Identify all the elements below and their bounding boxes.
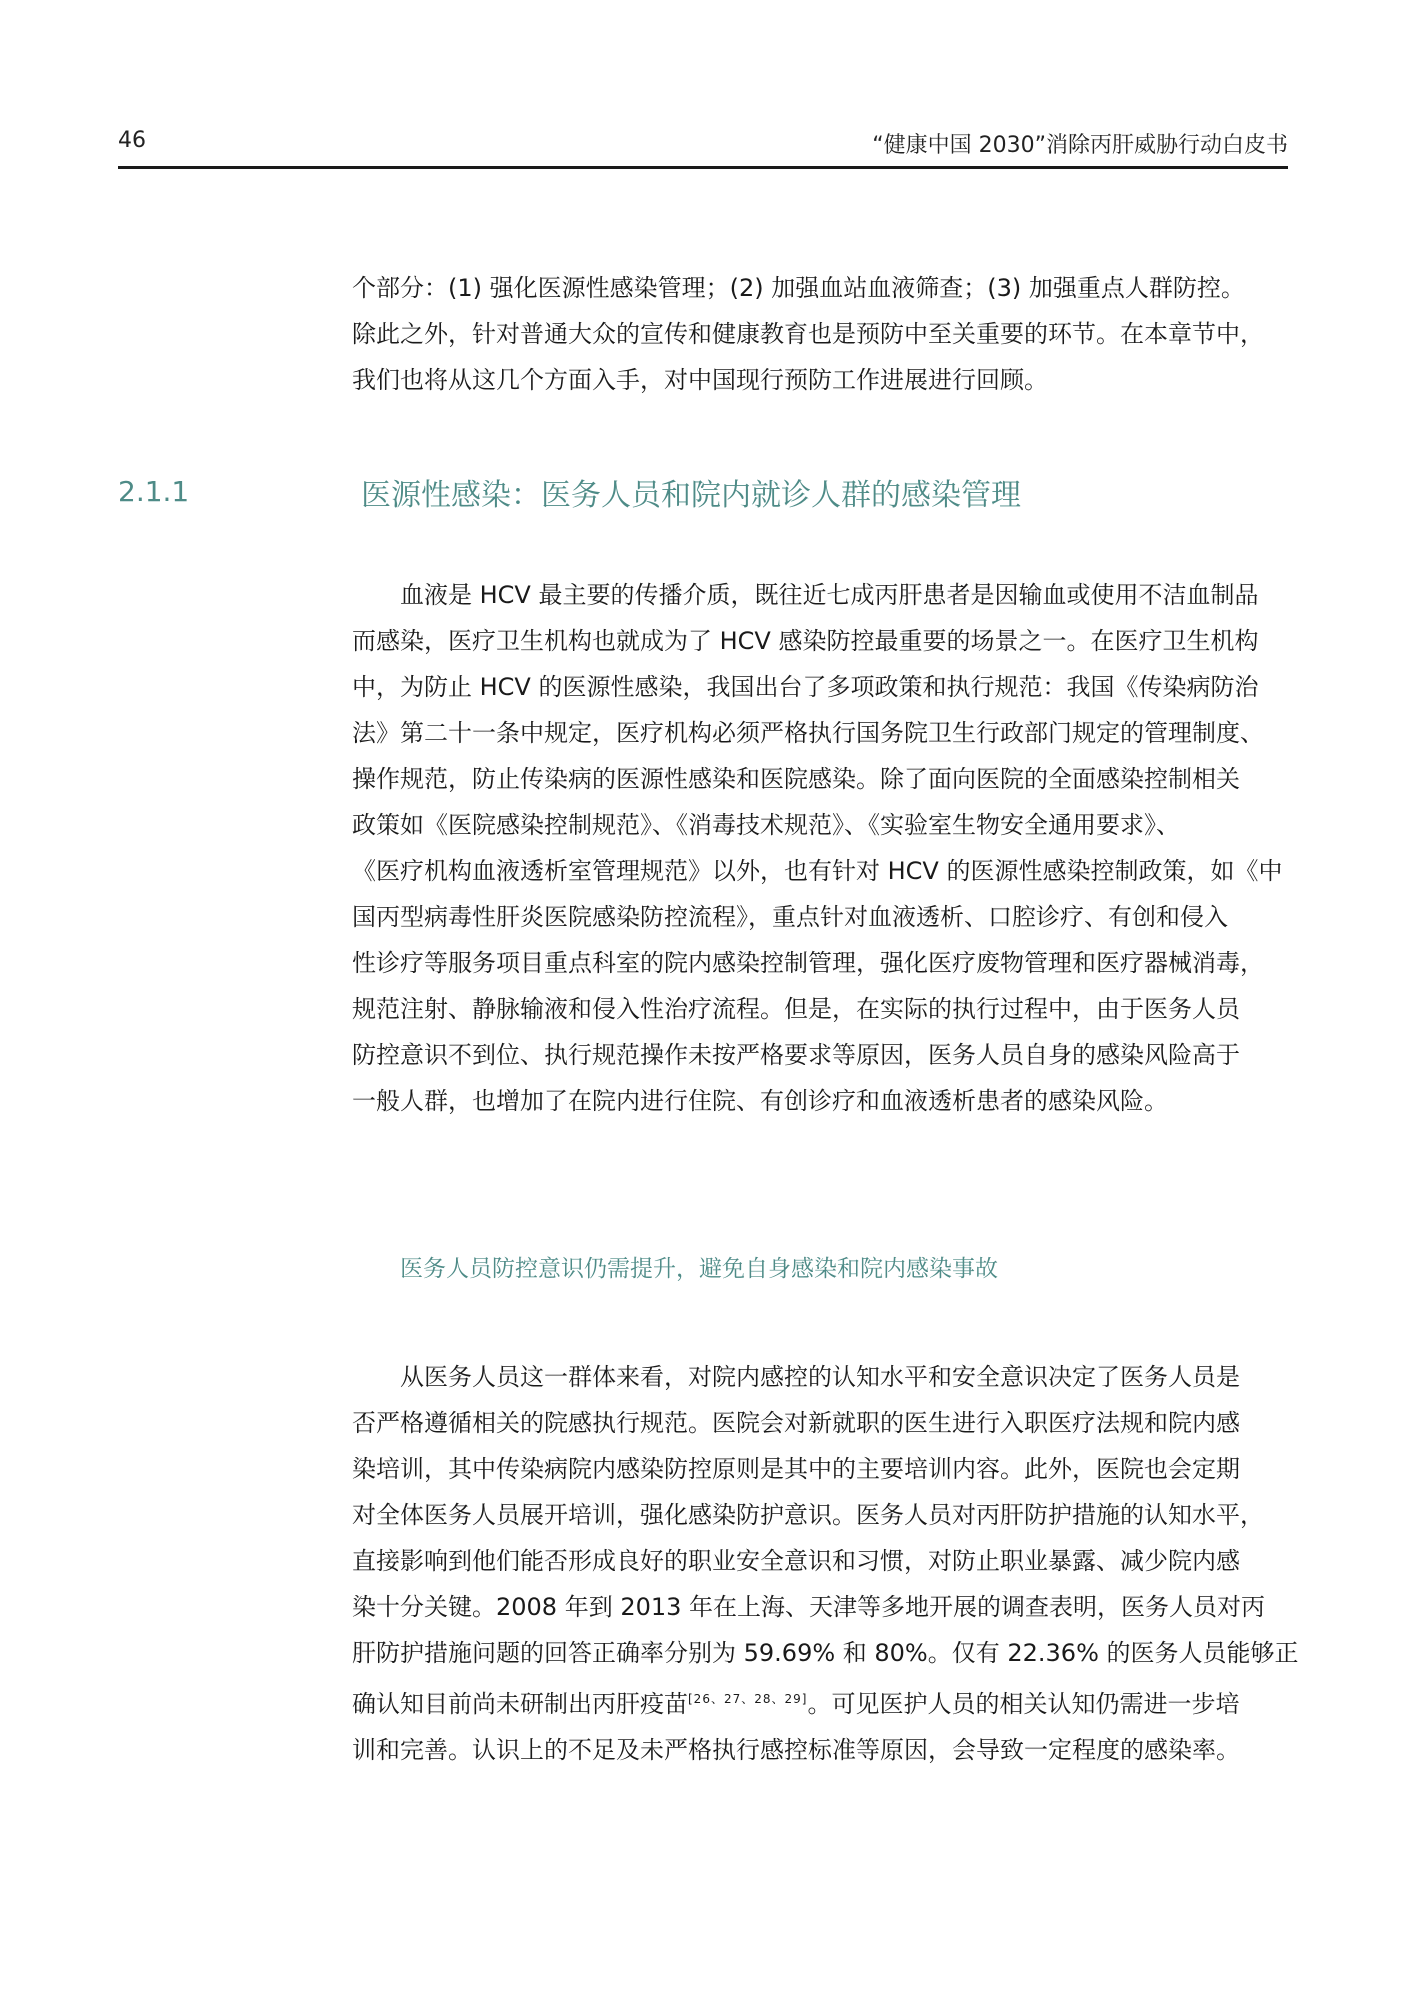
text-line: 染培训，其中传染病院内感染防控原则是其中的主要培训内容。此外，医院也会定期 bbox=[352, 1455, 1240, 1483]
body-paragraph-2 bbox=[352, 1354, 1299, 1773]
text-line: 肝防护措施问题的回答正确率分别为 59.69% 和 80%。仅有 22.36% 的医务人员能够正 bbox=[352, 1639, 1299, 1667]
citation-reference: [26、27、28、29] bbox=[688, 1692, 808, 1706]
text-line: 中，为防止 HCV 的医源性感染，我国出台了多项政策和执行规范：我国《传染病防治 bbox=[352, 673, 1259, 701]
text-line: 《医疗机构血液透析室管理规范》以外，也有针对 HCV 的医源性感染控制政策，如《中 bbox=[352, 857, 1283, 885]
intro-paragraph bbox=[352, 265, 1292, 403]
citation-line-text: 确认知目前尚未研制出丙肝疫苗 bbox=[352, 1690, 688, 1718]
text-line: 操作规范，防止传染病的医源性感染和医院感染。除了面向医院的全面感染控制相关 bbox=[352, 765, 1240, 793]
text-line: 个部分：(1) 强化医源性感染管理；(2) 加强血站血液筛查；(3) 加强重点人群防控。 bbox=[352, 274, 1245, 302]
text-line: 一般人群，也增加了在院内进行住院、有创诊疗和血液透析患者的感染风险。 bbox=[352, 1087, 1168, 1115]
text-line: 除此之外，针对普通大众的宣传和健康教育也是预防中至关重要的环节。在本章节中， bbox=[352, 320, 1264, 348]
running-title: “健康中国 2030”消除丙肝威胁行动白皮书 bbox=[872, 133, 1288, 158]
text-line: 法》第二十一条中规定，医疗机构必须严格执行国务院卫生行政部门规定的管理制度、 bbox=[352, 719, 1264, 747]
text-line: 染十分关键。2008 年到 2013 年在上海、天津等多地开展的调查表明，医务人员对丙 bbox=[352, 1593, 1266, 1621]
section-title: 医源性感染：医务人员和院内就诊人群的感染管理 bbox=[361, 478, 1021, 513]
text-line: 训和完善。认识上的不足及未严格执行感控标准等原因，会导致一定程度的感染率。 bbox=[352, 1736, 1240, 1764]
text-line-with-citation bbox=[352, 1676, 1292, 1727]
header-rule bbox=[118, 166, 1288, 169]
subheading: 医务人员防控意识仍需提升，避免自身感染和院内感染事故 bbox=[400, 1256, 998, 1282]
text-line: 政策如《医院感染控制规范》、《消毒技术规范》、《实验室生物安全通用要求》、 bbox=[352, 811, 1180, 839]
text-line: 否严格遵循相关的院感执行规范。医院会对新就职的医生进行入职医疗法规和院内感 bbox=[352, 1409, 1240, 1437]
body-paragraph-1 bbox=[352, 572, 1292, 1124]
citation-line-text-continued: 。可见医护人员的相关认知仍需进一步培 bbox=[807, 1690, 1240, 1718]
text-line: 从医务人员这一群体来看，对院内感控的认知水平和安全意识决定了医务人员是 bbox=[400, 1363, 1240, 1391]
text-line: 性诊疗等服务项目重点科室的院内感染控制管理，强化医疗废物管理和医疗器械消毒， bbox=[352, 949, 1264, 977]
text-line: 直接影响到他们能否形成良好的职业安全意识和习惯，对防止职业暴露、减少院内感 bbox=[352, 1547, 1240, 1575]
text-line: 规范注射、静脉输液和侵入性治疗流程。但是，在实际的执行过程中，由于医务人员 bbox=[352, 995, 1240, 1023]
text-line: 对全体医务人员展开培训，强化感染防护意识。医务人员对丙肝防护措施的认知水平， bbox=[352, 1501, 1264, 1529]
text-line: 而感染，医疗卫生机构也就成为了 HCV 感染防控最重要的场景之一。在医疗卫生机构 bbox=[352, 627, 1259, 655]
text-line: 我们也将从这几个方面入手，对中国现行预防工作进展进行回顾。 bbox=[352, 366, 1048, 394]
page-header bbox=[118, 128, 1288, 164]
text-line: 防控意识不到位、执行规范操作未按严格要求等原因，医务人员自身的感染风险高于 bbox=[352, 1041, 1240, 1069]
text-line: 国丙型病毒性肝炎医院感染防控流程》，重点针对血液透析、口腔诊疗、有创和侵入 bbox=[352, 903, 1228, 931]
section-number: 2.1.1 bbox=[118, 475, 190, 508]
page-number: 46 bbox=[118, 128, 146, 153]
text-line: 血液是 HCV 最主要的传播介质，既往近七成丙肝患者是因输血或使用不洁血制品 bbox=[400, 581, 1259, 609]
